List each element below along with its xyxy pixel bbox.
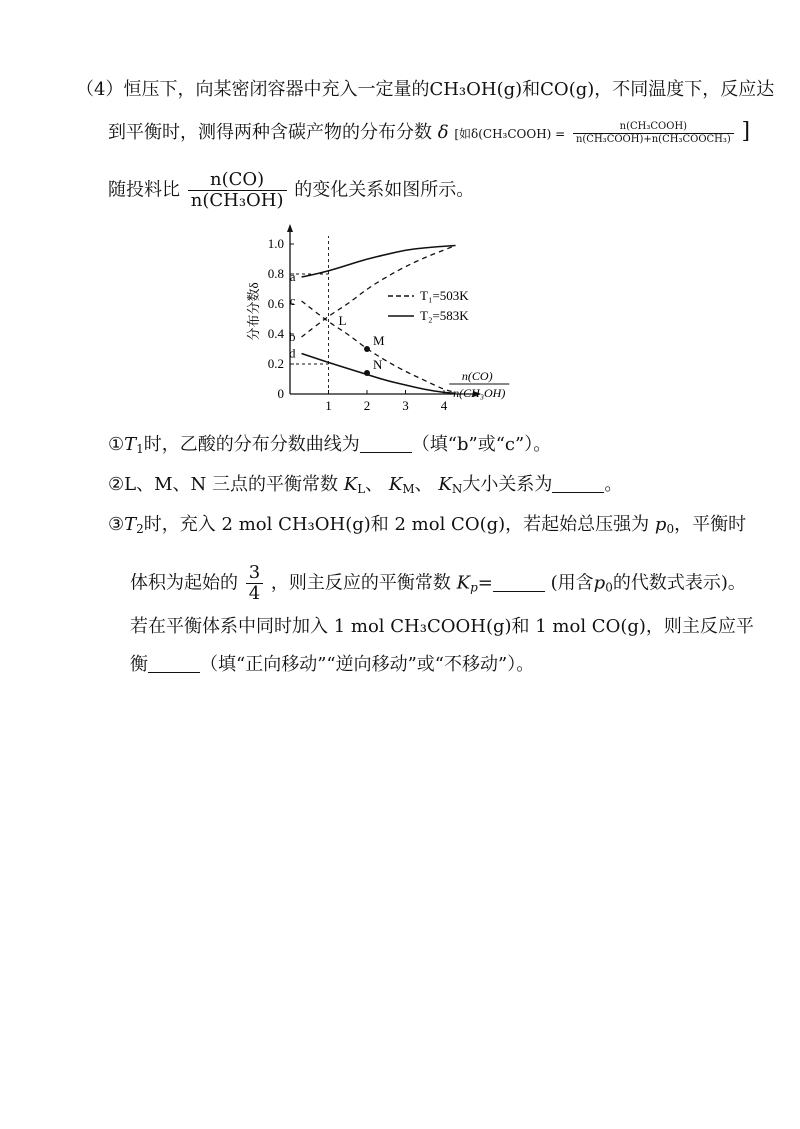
q2-k-n-sub: N — [451, 482, 463, 496]
q2-marker: ② — [108, 474, 125, 495]
x-axis-label-denominator: n(CH₃OH) — [453, 386, 506, 400]
q3b-kp-sub: p — [470, 580, 478, 595]
q3b-eq: = — [477, 572, 493, 594]
question-4-line-1 — [76, 78, 774, 102]
point-label-M: M — [373, 333, 385, 348]
curve-a — [302, 246, 456, 278]
definition-prefix: [如δ(CH₃COOH) = — [454, 127, 566, 141]
q3b-mid: ，则主反应的平衡常数 — [270, 572, 451, 594]
ratio-denominator: n(CH₃OH) — [190, 190, 284, 211]
legend-label-1: T₁=503K — [420, 288, 469, 303]
q3b-kp: K — [456, 572, 471, 594]
point-N — [364, 370, 370, 376]
q2-text: L、M、N 三点的平衡常数 — [124, 474, 338, 495]
point-M — [364, 346, 370, 352]
q3-temp-sub: 2 — [136, 522, 144, 536]
q2-sep-1: 、 — [365, 474, 384, 495]
q3b-end: 的代数式表示)。 — [612, 572, 746, 594]
x-axis-label-numerator: n(CO) — [461, 369, 493, 383]
ratio-fraction — [188, 170, 287, 211]
definition-fraction — [573, 121, 734, 146]
volume-fraction — [246, 563, 263, 604]
q1-answer-blank[interactable] — [360, 434, 412, 453]
q3d-post: （填“正向移动”“逆向移动”或“不移动”）。 — [200, 654, 535, 675]
q1-temp-sub: 1 — [136, 442, 144, 456]
intro-text-1: 恒压下，向某密闭容器中充入一定量的CH₃OH(g)和CO(g)，不同温度下，反应达 — [123, 79, 775, 100]
y-tick-label-0.2: 0.2 — [267, 356, 284, 371]
q2-post: 大小关系为 — [462, 474, 553, 495]
definition-numerator: n(CH₃COOH) — [573, 121, 734, 134]
y-tick-label-0.6: 0.6 — [267, 296, 284, 311]
curve-label-b: b — [289, 329, 296, 344]
intro-text-3: 随投料比 — [108, 179, 180, 201]
q2-k-l: K — [343, 474, 358, 495]
q2-answer-blank[interactable] — [552, 474, 604, 493]
q2-k-m: K — [388, 474, 403, 495]
q3b-answer-blank[interactable] — [493, 573, 545, 592]
volume-fraction-denominator: 4 — [248, 583, 261, 604]
q3d-pre: 衡 — [130, 654, 148, 675]
y-axis-arrow — [287, 224, 293, 232]
q1-marker: ① — [108, 434, 125, 455]
curve-label-c: c — [289, 293, 296, 308]
volume-fraction-numerator: 3 — [246, 563, 263, 584]
q3-text: 时，充入 2 mol CH₃OH(g)和 2 mol CO(g)，若起始总压强为 — [143, 514, 650, 535]
curve-label-a: a — [289, 269, 296, 284]
x-tick-label-3: 3 — [402, 398, 409, 413]
question-4-line-3 — [108, 170, 474, 211]
q2-k-m-sub: M — [402, 482, 415, 496]
y-tick-label-0.8: 0.8 — [267, 266, 284, 281]
curve-label-d: d — [289, 345, 296, 361]
question-3-line-1 — [108, 513, 746, 541]
y-tick-label-1.0: 1.0 — [267, 236, 284, 251]
point-label-L: L — [338, 313, 347, 328]
definition-denominator: n(CH₃COOH)+n(CH₃COOCH₃) — [575, 133, 731, 145]
q1-text: 时，乙酸的分布分数曲线为 — [143, 434, 360, 455]
x-tick-label-2: 2 — [363, 398, 371, 413]
q3b-post: (用含 — [550, 572, 594, 594]
y-tick-label-0: 0 — [277, 386, 284, 401]
ratio-numerator: n(CO) — [188, 170, 287, 191]
question-3-line-3 — [130, 615, 754, 639]
q1-temp: T — [124, 434, 137, 455]
q3-p0: p — [654, 514, 667, 535]
intro-text-4: 的变化关系如图所示。 — [294, 179, 475, 201]
intro-text-2: 到平衡时，测得两种含碳产物的分布分数 — [108, 122, 432, 143]
q3c-text: 若在平衡体系中同时加入 1 mol CH₃COOH(g)和 1 mol CO(g)，则主反应平 — [130, 616, 754, 637]
q2-sep-2: 、 — [414, 474, 433, 495]
q3-marker: ③ — [108, 514, 125, 535]
q2-end: 。 — [604, 474, 623, 495]
q2-k-n: K — [438, 474, 452, 495]
q1-post: （填“b”或“c”）。 — [411, 434, 552, 455]
q3-text-end: ，平衡时 — [674, 514, 747, 535]
question-1 — [108, 433, 551, 461]
legend-label-2: T₂=583K — [420, 308, 469, 323]
q3b-p0-sub: 0 — [605, 580, 613, 595]
y-axis-label: 分布分数δ — [246, 282, 261, 341]
question-3-line-2 — [130, 563, 746, 604]
q3-p0-sub: 0 — [666, 522, 675, 536]
q3-temp: T — [124, 514, 137, 535]
q2-k-l-sub: L — [357, 482, 366, 496]
distribution-chart — [238, 224, 568, 420]
point-label-N: N — [373, 357, 383, 372]
q3b-pre: 体积为起始的 — [130, 572, 238, 594]
x-tick-label-4: 4 — [440, 398, 448, 413]
question-2 — [108, 473, 622, 501]
x-tick-label-1: 1 — [325, 398, 332, 413]
q3d-answer-blank[interactable] — [148, 654, 200, 673]
y-tick-label-0.4: 0.4 — [267, 326, 284, 341]
question-number: （4） — [76, 79, 124, 100]
delta-symbol: δ — [437, 122, 449, 143]
q3b-p0: p — [593, 572, 606, 594]
question-4-line-2 — [108, 120, 750, 146]
definition-close: ] — [741, 119, 751, 144]
question-3-line-4 — [130, 653, 534, 677]
